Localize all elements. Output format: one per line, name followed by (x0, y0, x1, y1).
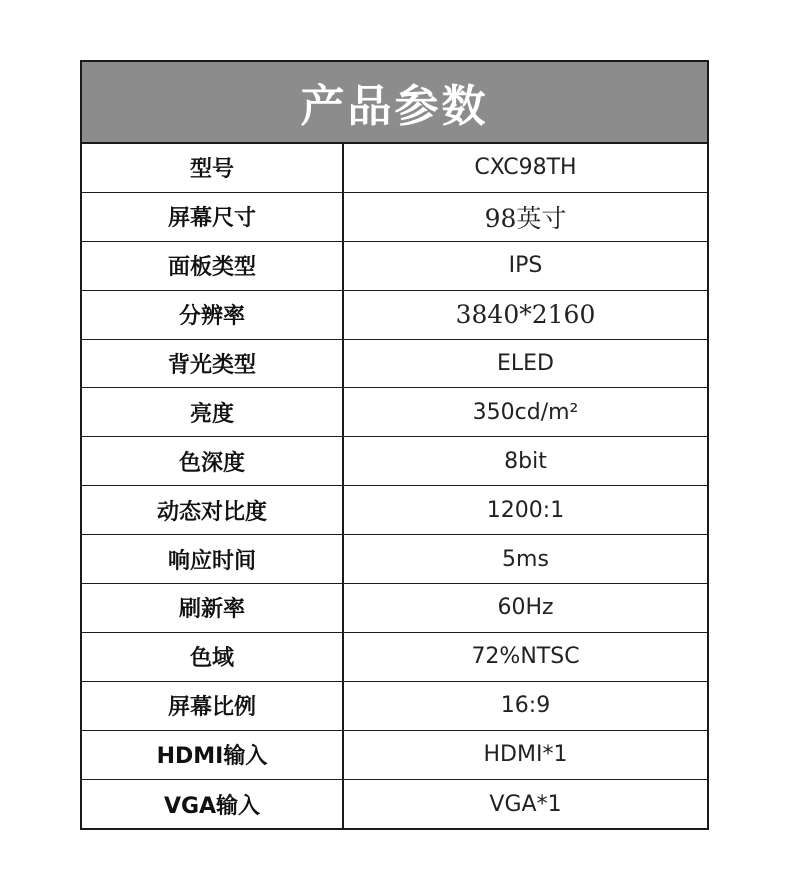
spec-rows (82, 144, 707, 828)
spec-label: 型号 (82, 144, 344, 192)
spec-value: 5ms (502, 546, 549, 572)
spec-row (82, 486, 707, 535)
spec-label: 分辨率 (82, 291, 344, 339)
spec-title: 产品参数 (300, 81, 489, 132)
spec-value: CXC98TH (474, 155, 577, 181)
spec-value: 8bit (504, 448, 547, 474)
spec-value: 16:9 (500, 693, 551, 719)
spec-row (82, 633, 707, 682)
spec-label: 亮度 (82, 388, 344, 436)
spec-row (82, 584, 707, 633)
spec-value: 98英寸 (484, 203, 567, 233)
spec-value: 3840*2160 (455, 300, 596, 330)
spec-table (80, 60, 709, 830)
spec-value: 72%NTSC (471, 644, 580, 670)
spec-label: 刷新率 (82, 584, 344, 632)
spec-label: 面板类型 (82, 242, 344, 290)
spec-label: 色域 (82, 633, 344, 681)
spec-row (82, 242, 707, 291)
spec-label: 屏幕比例 (82, 682, 344, 730)
spec-row (82, 682, 707, 731)
spec-row (82, 780, 707, 829)
spec-row (82, 144, 707, 193)
spec-row (82, 340, 707, 389)
spec-row (82, 437, 707, 486)
spec-value: 60Hz (497, 595, 554, 621)
spec-value: VGA*1 (489, 791, 562, 817)
spec-label: VGA输入 (82, 780, 344, 829)
spec-row (82, 193, 707, 242)
spec-label: 动态对比度 (82, 486, 344, 534)
spec-value: IPS (508, 253, 543, 279)
spec-label: 背光类型 (82, 340, 344, 388)
spec-label: 响应时间 (82, 535, 344, 583)
spec-row (82, 291, 707, 340)
spec-label: 色深度 (82, 437, 344, 485)
spec-value: HDMI*1 (483, 742, 568, 768)
spec-label: 屏幕尺寸 (82, 193, 344, 241)
spec-row (82, 388, 707, 437)
spec-value: 350cd/m² (472, 399, 579, 425)
spec-label: HDMI输入 (82, 731, 344, 779)
spec-row (82, 535, 707, 584)
spec-value: 1200:1 (486, 497, 565, 523)
spec-header (82, 62, 707, 144)
spec-value: ELED (497, 351, 554, 376)
spec-row (82, 731, 707, 780)
